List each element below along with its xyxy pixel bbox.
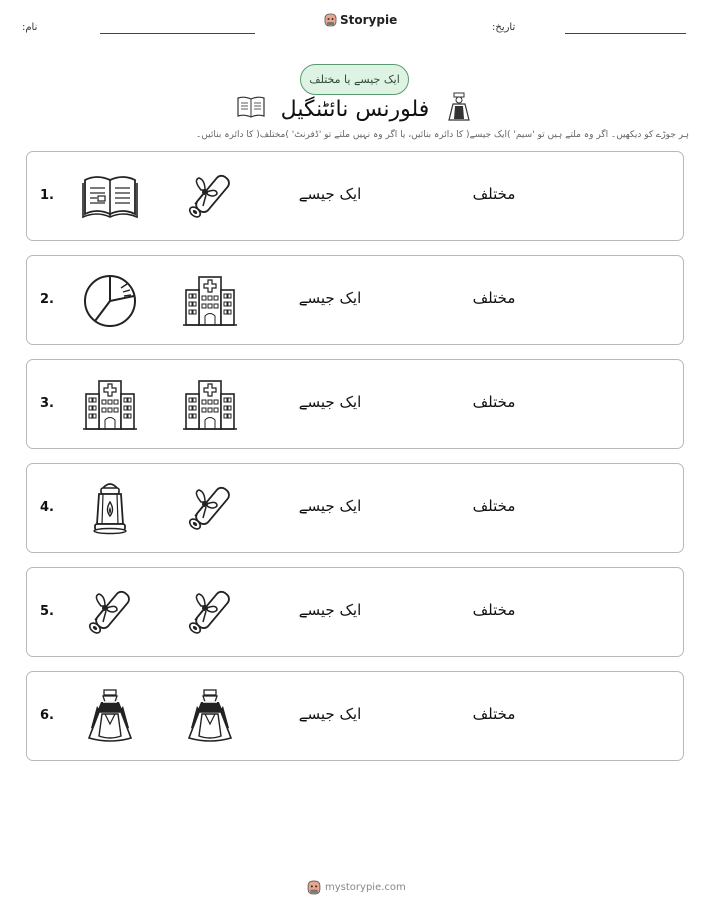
lantern-icon <box>81 480 139 538</box>
hospital-icon <box>181 376 239 434</box>
row-number: 3. <box>40 396 54 411</box>
name-line[interactable] <box>100 33 255 34</box>
row-number: 2. <box>40 292 54 307</box>
different-option[interactable]: مختلف <box>472 393 516 411</box>
pie-chart-icon <box>81 272 139 330</box>
same-option[interactable]: ایک جیسے <box>298 393 362 411</box>
nurse-dress-icon <box>81 688 139 746</box>
open-book-icon <box>236 95 266 119</box>
footer <box>307 880 406 895</box>
different-option[interactable]: مختلف <box>472 497 516 515</box>
scroll-icon <box>181 480 239 538</box>
row-number: 5. <box>40 604 54 619</box>
nurse-dress-icon <box>181 688 239 746</box>
instructions-text: ہر جوڑے کو دیکھیں۔ اگر وہ ملتے ہیں تو 'سیم' )ایک جیسے( کا دائرہ بنائیں، یا اگر وہ نہیں ملتے تو 'ڈفرنٹ' )مختلف( کا دائرہ بنائیں۔ <box>196 130 689 140</box>
storypie-mascot-icon <box>307 880 321 895</box>
worksheet-row <box>26 671 684 761</box>
worksheet-row <box>26 255 684 345</box>
different-option[interactable]: مختلف <box>472 289 516 307</box>
same-option[interactable]: ایک جیسے <box>298 705 362 723</box>
same-option[interactable]: ایک جیسے <box>298 289 362 307</box>
hospital-icon <box>181 272 239 330</box>
same-option[interactable]: ایک جیسے <box>298 601 362 619</box>
date-line[interactable] <box>565 33 686 34</box>
worksheet-row <box>26 567 684 657</box>
different-option[interactable]: مختلف <box>472 601 516 619</box>
footer-url[interactable]: mystorypie.com <box>325 882 406 893</box>
scroll-icon <box>181 168 239 226</box>
brand-name: Storypie <box>340 13 398 27</box>
scroll-icon <box>181 584 239 642</box>
worksheet-row <box>26 463 684 553</box>
same-option[interactable]: ایک جیسے <box>298 497 362 515</box>
scroll-icon <box>81 584 139 642</box>
row-number: 6. <box>40 708 54 723</box>
hospital-icon <box>81 376 139 434</box>
row-number: 1. <box>40 188 54 203</box>
open-book-icon <box>81 168 139 226</box>
name-label: نام: <box>22 22 38 33</box>
row-number: 4. <box>40 500 54 515</box>
worksheet-row <box>26 151 684 241</box>
worksheet-type-pill: ایک جیسے یا مختلف <box>300 64 409 95</box>
page-title: فلورنس نائٹنگیل <box>280 97 430 122</box>
different-option[interactable]: مختلف <box>472 705 516 723</box>
different-option[interactable]: مختلف <box>472 185 516 203</box>
same-option[interactable]: ایک جیسے <box>298 185 362 203</box>
date-label: تاریخ: <box>492 22 516 33</box>
nurse-icon <box>446 92 472 122</box>
brand-logo <box>324 13 397 27</box>
storypie-mascot-icon <box>324 13 337 27</box>
worksheet-row <box>26 359 684 449</box>
